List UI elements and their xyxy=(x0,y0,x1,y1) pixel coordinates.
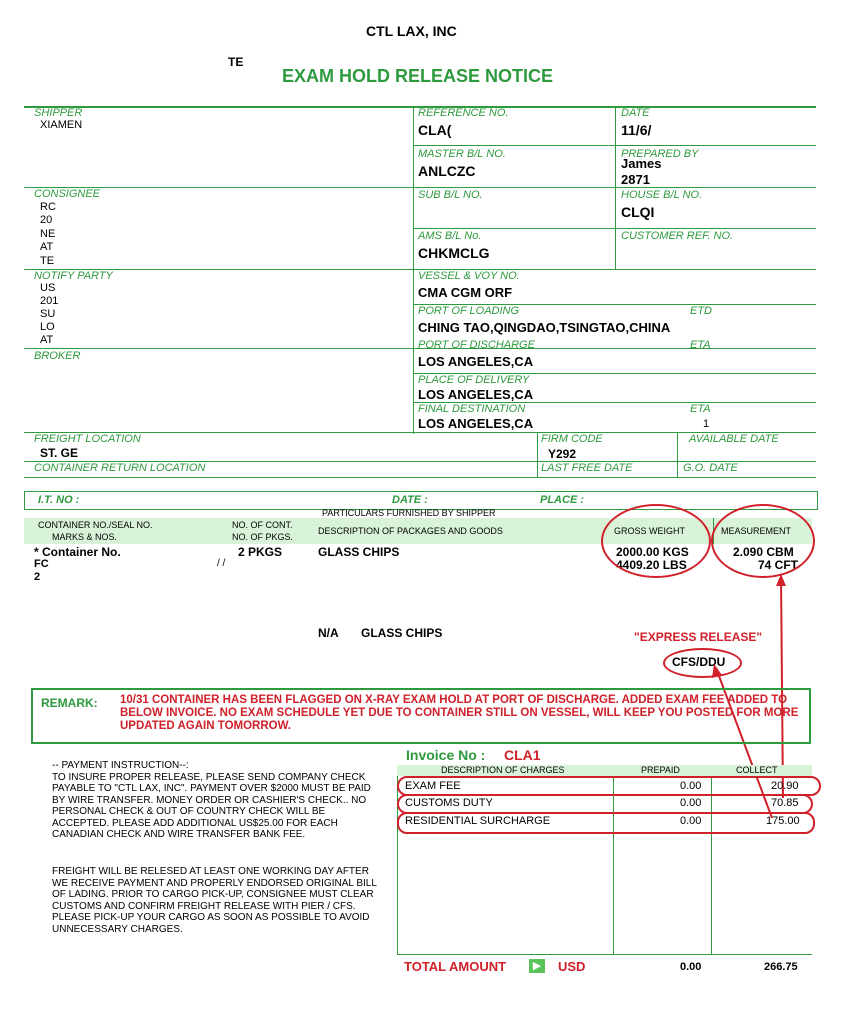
document-title: EXAM HOLD RELEASE NOTICE xyxy=(282,66,554,86)
header-cont-count: NO. OF CONT. xyxy=(232,520,293,530)
charge-prepaid: 0.00 xyxy=(680,815,702,827)
notify-line: SU xyxy=(40,308,56,320)
measurement-cft: 74 CFT xyxy=(758,558,799,572)
arrow-right-icon: ▶ xyxy=(529,959,545,973)
header-measurement: MEASUREMENT xyxy=(721,526,792,536)
vessel-value: CMA CGM ORF xyxy=(418,285,513,300)
charge-desc: RESIDENTIAL SURCHARGE xyxy=(405,815,551,827)
available-date-label: AVAILABLE DATE xyxy=(689,433,779,445)
total-currency: USD xyxy=(558,959,586,974)
surcharge-annotation xyxy=(397,812,815,834)
it-date-label: DATE : xyxy=(392,494,428,506)
firm-code-label: FIRM CODE xyxy=(541,433,603,445)
express-release: "EXPRESS RELEASE" xyxy=(634,630,763,644)
header-description: DESCRIPTION OF PACKAGES AND GOODS xyxy=(318,526,503,536)
total-label: TOTAL AMOUNT xyxy=(404,959,507,974)
freight-note: FREIGHT WILL BE RELESED AT LEAST ONE WORKING DAY AFTER WE RECEIVE PAYMENT AND PROPERLY ENDORSED ORIGINAL BILL OF LADING. PRIOR TO CARGO PICK-UP, CONSIGNEE MUST CLEAR CUSTOMS AND CONFIRM FREIGHT RELEASE WITH PIER / CFS. PLEASE PICK-UP YOUR CARGO AS SOON AS POSSIBLE TO AVOID UNNECESSARY CHARGES. xyxy=(52,866,377,935)
charge-prepaid: 0.00 xyxy=(680,797,702,809)
final-destination-value: LOS ANGELES,CA xyxy=(418,416,534,431)
reference-label: REFERENCE NO. xyxy=(418,107,509,119)
eta-label: ETA xyxy=(690,339,711,351)
consignee-line: AT xyxy=(40,241,54,253)
col-description: DESCRIPTION OF CHARGES xyxy=(441,765,565,775)
final-destination-label: FINAL DESTINATION xyxy=(418,403,526,415)
etd-label: ETD xyxy=(690,305,712,317)
it-place-label: PLACE : xyxy=(540,494,584,506)
port-loading-label: PORT OF LOADING xyxy=(418,305,520,317)
port-discharge-label: PORT OF DISCHARGE xyxy=(418,339,535,351)
notify-line: LO xyxy=(40,321,55,333)
total-collect: 266.75 xyxy=(764,961,798,973)
date-value: 11/6/ xyxy=(621,122,652,138)
company-name: CTL LAX, INC xyxy=(366,23,457,39)
charge-prepaid: 0.00 xyxy=(680,780,702,792)
header-marks: MARKS & NOS. xyxy=(52,532,118,542)
master-bl-value: ANLCZC xyxy=(418,163,476,179)
final-eta-label: ETA xyxy=(690,403,711,415)
prepared-by-ext: 2871 xyxy=(621,172,650,187)
payment-instruction: -- PAYMENT INSTRUCTION--: TO INSURE PROPER RELEASE, PLEASE SEND COMPANY CHECK PAYABLE TO "CTL LAX, INC". PAYMENT OVER $2000 MUST BE PAID BY WIRE TRANSFER. MONEY ORDER OR CASHIER'S CHECK.. NO PERSONAL CHECK & OUT OF COUNTRY CHECK WILL BE ACCEPTED. PLEASE ADD ADDITIONAL US$25.00 FOR EACH CANADIAN CHECK AND WIRE TRANSFER BANK FEE. xyxy=(52,760,371,840)
firm-code-value: Y292 xyxy=(548,447,577,461)
house-bl-label: HOUSE B/L NO. xyxy=(621,189,703,201)
header-container: CONTAINER NO./SEAL NO. xyxy=(38,520,153,530)
date-label: DATE xyxy=(621,107,650,119)
col-collect: COLLECT xyxy=(736,765,778,775)
charge-desc: CUSTOMS DUTY xyxy=(405,797,493,809)
place-delivery-label: PLACE OF DELIVERY xyxy=(418,374,530,386)
customs-duty-annotation xyxy=(397,794,813,814)
freight-location-value: ST. GE xyxy=(40,446,79,460)
house-bl-value: CLQI xyxy=(621,204,655,220)
prepared-by-label: PREPARED BY xyxy=(621,148,699,160)
charge-collect: 20.90 xyxy=(771,780,799,792)
place-delivery-value: LOS ANGELES,CA xyxy=(418,387,534,402)
particulars-title: PARTICULARS FURNISHED BY SHIPPER xyxy=(322,508,496,518)
remark-text: 10/31 CONTAINER HAS BEEN FLAGGED ON X-RAY EXAM HOLD AT PORT OF DISCHARGE. ADDED EXAM FEE ADDED TO BELOW INVOICE. NO EXAM SCHEDULE YET DUE TO CONTAINER STILL ON VESSEL, WILL KEEP YOU POSTED FOR MORE UPDATED AGAIN TOMORROW. xyxy=(120,694,799,732)
port-loading-value: CHING TAO,QINGDAO,TSINGTAO,CHINA xyxy=(418,320,671,335)
invoice-number: CLA1 xyxy=(504,747,541,763)
consignee-line: RC xyxy=(40,201,56,213)
header-gross-weight: GROSS WEIGHT xyxy=(614,526,686,536)
container-seal: FC xyxy=(34,558,49,570)
port-discharge-value: LOS ANGELES,CA xyxy=(418,354,534,369)
measurement-cbm: 2.090 CBM xyxy=(733,545,794,559)
reference-value: CLA( xyxy=(418,122,452,138)
exam-fee-annotation xyxy=(397,776,821,796)
master-bl-label: MASTER B/L NO. xyxy=(418,148,506,160)
marks-goods: GLASS CHIPS xyxy=(361,626,443,640)
consignee-label: CONSIGNEE xyxy=(34,188,101,200)
notify-party-label: NOTIFY PARTY xyxy=(34,270,113,282)
notify-line: AT xyxy=(40,334,54,346)
charge-collect: 70.85 xyxy=(771,797,799,809)
sub-bl-label: SUB B/L NO. xyxy=(418,189,483,201)
consignee-line: TE xyxy=(40,255,55,267)
go-date-label: G.O. DATE xyxy=(683,462,738,474)
container-return-label: CONTAINER RETURN LOCATION xyxy=(34,462,206,474)
broker-label: BROKER xyxy=(34,350,81,362)
cargo-pkgs: 2 PKGS xyxy=(238,545,283,559)
gross-weight-lbs: 4409.20 LBS xyxy=(616,558,687,572)
prepared-by-value: James xyxy=(621,156,662,171)
container-count: 2 xyxy=(34,571,41,583)
consignee-line: NE xyxy=(40,228,56,240)
charge-collect: 175.00 xyxy=(766,815,800,827)
total-prepaid: 0.00 xyxy=(680,961,702,973)
notify-line: 201 xyxy=(40,295,59,307)
ams-bl-label: AMS B/L No. xyxy=(418,230,482,242)
header-pkgs: NO. OF PKGS. xyxy=(232,532,294,542)
cargo-pkgs-mark: / / xyxy=(217,558,226,569)
col-prepaid: PREPAID xyxy=(641,765,680,775)
remark-label: REMARK: xyxy=(41,696,98,710)
corner-code: TE xyxy=(228,55,244,69)
consignee-line: 20 xyxy=(40,214,53,226)
cargo-description: GLASS CHIPS xyxy=(318,545,400,559)
notify-line: US xyxy=(40,282,56,294)
customer-ref-label: CUSTOMER REF. NO. xyxy=(621,230,734,242)
last-free-date-label: LAST FREE DATE xyxy=(541,462,633,474)
vessel-label: VESSEL & VOY NO. xyxy=(418,270,520,282)
shipper-label: SHIPPER xyxy=(34,107,83,119)
cfs-ddu: CFS/DDU xyxy=(672,655,726,669)
ams-bl-value: CHKMCLG xyxy=(418,245,490,261)
it-no-label: I.T. NO : xyxy=(38,494,80,506)
invoice-label: Invoice No : xyxy=(406,747,486,763)
charge-desc: EXAM FEE xyxy=(405,780,461,792)
container-no: * Container No. xyxy=(34,545,121,559)
shipper-value: XIAMEN xyxy=(40,119,83,131)
final-eta-value: 1 xyxy=(703,418,710,430)
freight-location-label: FREIGHT LOCATION xyxy=(34,433,141,445)
gross-weight-kgs: 2000.00 KGS xyxy=(616,545,689,559)
marks-na: N/A xyxy=(318,626,339,640)
